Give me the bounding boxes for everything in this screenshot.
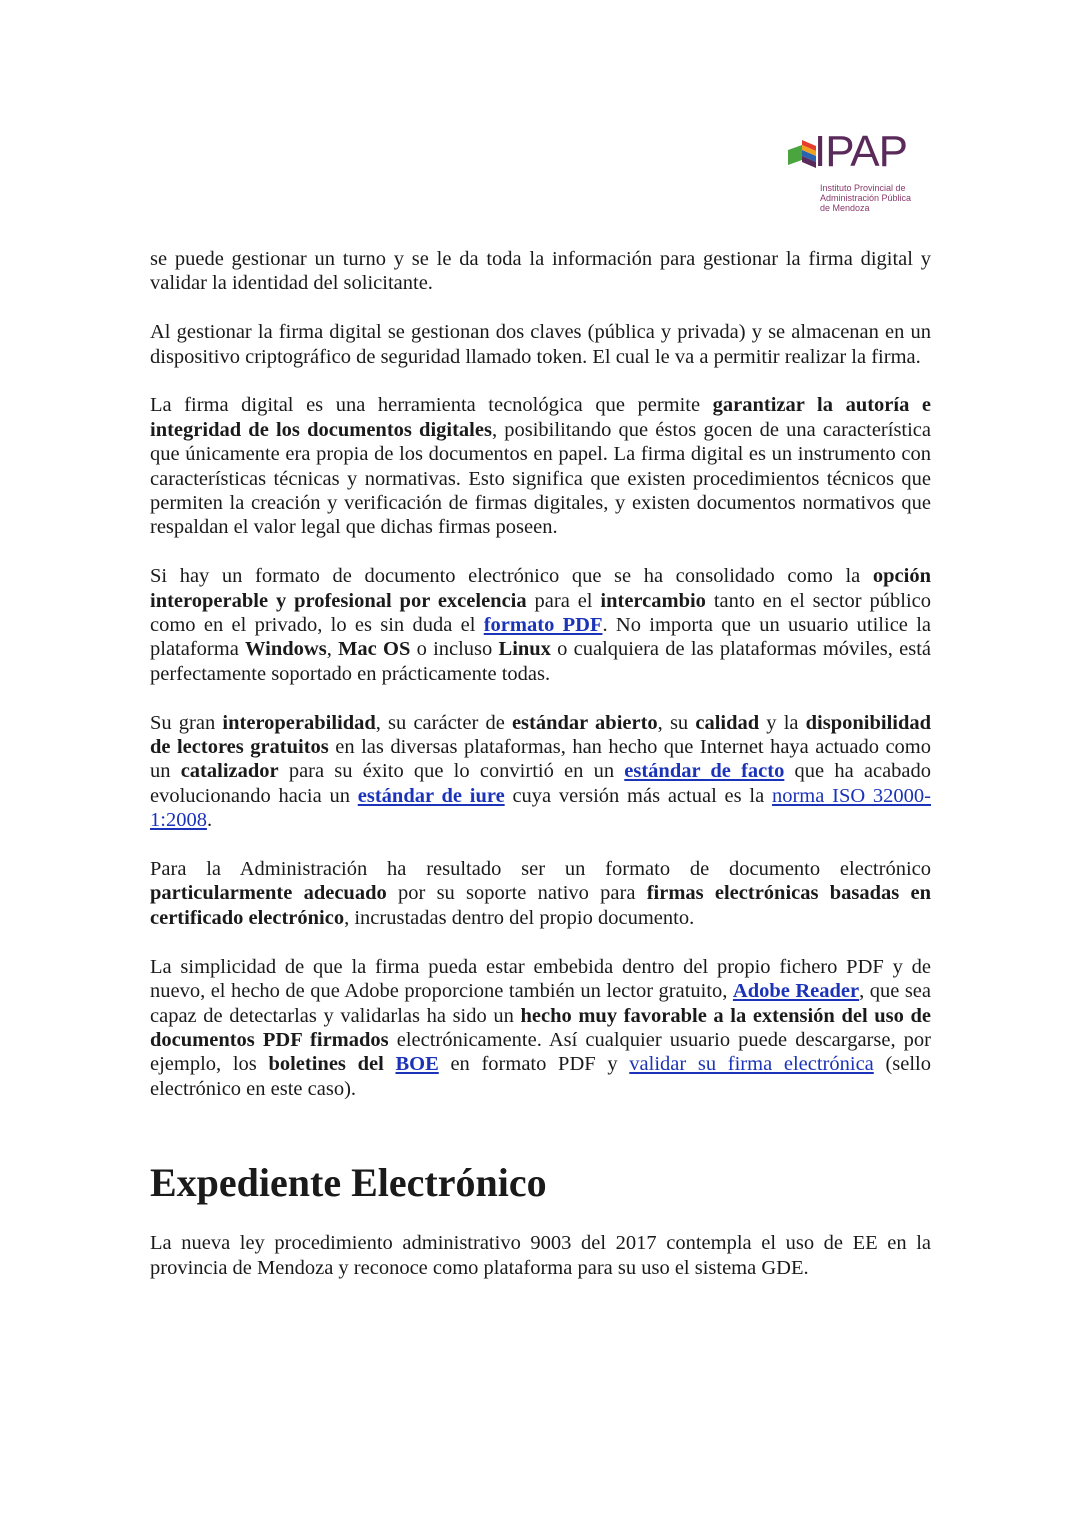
text-run: electrónicamente. Así cualquier usuario puede descargarse, por ejemplo, los <box>150 1028 931 1076</box>
hyperlink[interactable]: estándar de facto <box>624 760 785 783</box>
bold-text: intercambio <box>600 589 706 612</box>
hyperlink[interactable]: Adobe Reader <box>732 980 860 1003</box>
text-run: para el <box>526 589 601 612</box>
paragraph <box>150 247 931 296</box>
text-run: La firma digital es una herramienta tecnológica que permite <box>150 394 713 417</box>
paragraph <box>150 320 931 369</box>
bold-text: garantizar la autoría e integridad de los documentos digitales <box>150 394 931 441</box>
text-run: (sello electrónico en este caso). <box>150 1053 932 1100</box>
text-run: y la <box>759 711 806 734</box>
text-run: o incluso <box>410 638 499 661</box>
text-run: Para la Administración ha resultado ser un formato de documento electrónico <box>150 858 931 881</box>
text-run: , <box>326 638 339 661</box>
text-run: , su carácter de <box>375 711 512 734</box>
text-run: , posibilitando que éstos gocen de una característica que únicamente era propia de los documentos en papel. La firma digital es un instrumento con características técnicas y normativas. Esto significa que existen procedimientos técnicos que permiten la creación y verificación de firmas digitales, y existen documentos normativos que respaldan el valor legal que dichas firmas poseen. <box>150 418 932 539</box>
paragraph <box>150 857 931 930</box>
paragraph <box>150 955 931 1101</box>
hyperlink[interactable]: norma ISO 32000-1:2008 <box>150 784 931 832</box>
text-run: o cualquiera de las plataformas móviles, está perfectamente soportado en prácticamente todas. <box>150 638 931 685</box>
hyperlink[interactable]: BOE <box>395 1053 439 1076</box>
bold-text: hecho muy favorable a la extensión del uso de documentos PDF firmados <box>150 1004 931 1051</box>
logo-subtitle-line: Administración Pública <box>820 193 912 203</box>
bold-text: boletines del <box>268 1053 396 1076</box>
bold-text: opción interoperable y profesional por excelencia <box>150 565 931 612</box>
paragraph-list <box>150 247 931 1101</box>
paragraph <box>150 564 931 686</box>
text-run: . No importa que un usuario utilice la plataforma <box>150 614 931 661</box>
bold-text: disponibilidad de lectores gratuitos <box>150 711 932 759</box>
document-body <box>150 247 931 1304</box>
text-run: , incrustadas dentro del propio documento. <box>344 906 695 929</box>
text-run: . <box>206 809 213 832</box>
bold-text: particularmente adecuado <box>150 882 387 905</box>
text-run: que ha acabado evolucionando hacia un <box>150 760 932 807</box>
text-run: , su <box>657 711 696 734</box>
paragraph-final: La nueva ley procedimiento administrativo 9003 del 2017 contempla el uso de EE en la provincia de Mendoza y reconoce como plataforma para su uso el sistema GDE. <box>150 1232 931 1279</box>
hyperlink[interactable]: formato PDF <box>483 614 603 637</box>
text-run: por su soporte nativo para <box>386 882 647 905</box>
bold-text: Mac OS <box>338 638 411 661</box>
bold-text: estándar abierto <box>511 711 658 734</box>
bold-text: catalizador <box>180 760 279 783</box>
ipap-logo-mark-icon <box>788 140 816 170</box>
hyperlink[interactable]: estándar de iure <box>357 784 505 807</box>
text-run: tanto en el sector público como en el privado, lo es sin duda el <box>150 589 931 637</box>
text-run: para su éxito que lo convirtió en un <box>278 760 625 783</box>
text-run: en formato PDF y <box>438 1053 630 1076</box>
bold-text: Linux <box>498 638 551 661</box>
ipap-logo <box>788 127 928 216</box>
hyperlink[interactable]: validar su firma electrónica <box>629 1053 874 1076</box>
logo-wordmark: IPAP <box>814 127 908 176</box>
logo-subtitle-line: Instituto Provincial de <box>820 183 906 193</box>
bold-text: Windows <box>245 638 327 661</box>
text-run: Al gestionar la firma digital se gestionan dos claves (pública y privada) y se almacenan en un dispositivo criptográfico de seguridad llamado token. El cual le va a permitir realizar la firma. <box>150 321 931 368</box>
section-heading: Expediente Electrónico <box>150 1160 547 1206</box>
bold-text: firmas electrónicas basadas en certificado electrónico <box>150 882 931 929</box>
text-run: en las diversas plataformas, han hecho que Internet haya actuado como un <box>150 736 931 783</box>
paragraph <box>150 711 931 833</box>
bold-text: interoperabilidad <box>222 711 376 734</box>
text-run: Su gran <box>150 711 223 734</box>
text-run: cuya versión más actual es la <box>504 784 772 807</box>
text-run: , que sea capaz de detectarlas y validarlas ha sido un <box>150 980 931 1027</box>
text-run: La simplicidad de que la firma pueda estar embebida dentro del propio fichero PDF y de nuevo, el hecho de que Adobe proporcione también un lector gratuito, <box>150 955 931 1003</box>
paragraph <box>150 393 931 539</box>
text-run: Si hay un formato de documento electrónico que se ha consolidado como la <box>150 565 873 588</box>
logo-subtitle <box>820 183 911 213</box>
bold-text: calidad <box>695 711 760 734</box>
text-run: se puede gestionar un turno y se le da toda la información para gestionar la firma digital y validar la identidad del solicitante. <box>150 248 931 295</box>
logo-subtitle-line: de Mendoza <box>820 203 870 213</box>
